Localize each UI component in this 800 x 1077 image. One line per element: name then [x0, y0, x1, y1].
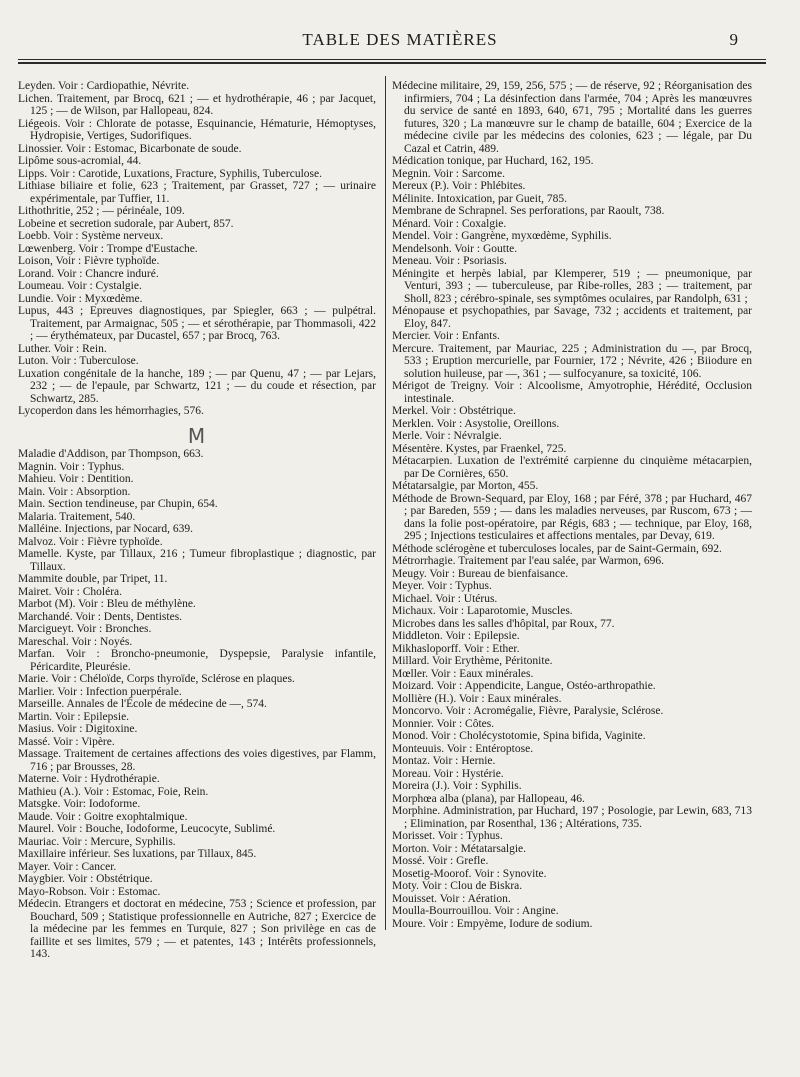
index-entry: Loison, Voir : Fièvre typhoïde. — [18, 255, 160, 267]
index-entry: Métrorrhagie. Traitement par l'eau salée, par Warmon, 696. — [392, 555, 665, 567]
index-entry: Maude. Voir : Goitre exophtalmique. — [18, 810, 188, 823]
index-entry: Malléine. Injections, par Nocard, 639. — [18, 523, 193, 535]
index-entry: Maygbier. Voir : Obstétrique. — [18, 873, 153, 885]
index-entry: Mareschal. Voir : Noyés. — [18, 635, 133, 648]
index-entry: Massé. Voir : Vipère. — [18, 735, 115, 748]
index-entry: Marlier. Voir : Infection puerpérale. — [18, 685, 182, 698]
index-entry: Morphœa alba (plana), par Hallopeau, 46. — [392, 792, 585, 805]
index-entry: Mathieu (A.). Voir : Estomac, Foie, Rein. — [18, 785, 209, 798]
index-entry: Mercier. Voir : Enfants. — [392, 330, 500, 342]
index-entry: Marbot (M). Voir : Bleu de méthylène. — [18, 598, 196, 610]
index-entry: Monnier. Voir : Côtes. — [392, 717, 495, 730]
index-entry: Main. Voir : Absorption. — [18, 485, 131, 498]
index-entry: Main. Section tendineuse, par Chupin, 654. — [18, 498, 218, 510]
index-entry: Moreau. Voir : Hystérie. — [392, 767, 504, 780]
index-entry: Mayo-Robson. Voir : Estomac. — [18, 885, 161, 898]
index-entry: Luxation congénitale de la hanche, 189 ; — par Quenu, 47 ; — par Lejars, 232 ; — de l'epaule, par Schwartz, 121 ; — du coude et résection, par Schwartz, 285. — [18, 367, 376, 405]
index-entry: Mésentère. Kystes, par Fraenkel, 725. — [392, 442, 567, 455]
index-entry: Lithothritie, 252 ; — périnéale, 109. — [18, 205, 185, 217]
index-entry: Médecine militaire, 29, 159, 256, 575 ; — de réserve, 92 ; Réorganisation des infirmiers, 704 ; La désinfection dans l'armée, 704 ; Après les manœuvres du service de santé en 1893, 640, 671, 795 ; Mortalité dans les guerres futures, 320 ; La manœuvre sur le champ de bataille, 604 ; Exercice de la médecine civile par les médecins des colonies, 623 ; — légale, par Du Cazal et Catrin, 489. — [392, 80, 752, 155]
index-entry: Materne. Voir : Hydrothérapie. — [18, 773, 160, 785]
header-rule-thick — [18, 62, 766, 64]
index-entry: Malvoz. Voir : Fièvre typhoïde. — [18, 535, 163, 548]
index-entry: Monod. Voir : Cholécystotomie, Spina bifida, Vaginite. — [392, 730, 646, 742]
index-entry: Maxillaire inférieur. Ses luxations, par Tillaux, 845. — [18, 848, 257, 860]
index-entry: Loebb. Voir : Système nerveux. — [18, 230, 164, 242]
page-header — [0, 30, 800, 52]
index-entry: Mamelle. Kyste, par Tillaux, 216 ; Tumeur fibroplastique ; diagnostic, par Tillaux. — [18, 548, 376, 573]
header-rule-thin — [18, 59, 766, 60]
index-entry: Marchandé. Voir : Dents, Dentistes. — [18, 610, 183, 623]
index-entry: Méningite et herpès labial, par Klemperer, 519 ; — pneumonique, par Venturi, 393 ; — tuberculeuse, par Ribe-rolles, 283 ; — traitement, par Sholl, 823 ; cérébro-spinale, ses symptômes oculaires, par Randolph, 631 ; — [392, 267, 752, 305]
index-entry: Mayer. Voir : Cancer. — [18, 860, 117, 873]
index-entry: Magnin. Voir : Typhus. — [18, 460, 125, 473]
index-entry: Mereux (P.). Voir : Phlébites. — [392, 180, 526, 192]
index-entry: Merle. Voir : Névralgie. — [392, 430, 502, 442]
index-entry: Mérigot de Treigny. Voir : Alcoolisme, Amyotrophie, Hérédité, Occlusion intestinale. — [392, 380, 752, 405]
index-entry: Monteuuis. Voir : Entéroptose. — [392, 742, 534, 755]
index-entry: Moizard. Voir : Appendicite, Langue, Ostéo-arthropathie. — [392, 680, 656, 692]
index-entry: Lycoperdon dans les hémorrhagies, 576. — [18, 405, 204, 417]
index-entry: Merklen. Voir : Asystolie, Oreillons. — [392, 417, 560, 430]
index-entry: Lorand. Voir : Chancre induré. — [18, 267, 159, 280]
index-entry: Microbes dans les salles d'hôpital, par Roux, 77. — [392, 617, 615, 630]
index-entry: Linossier. Voir : Estomac, Bicarbonate de soude. — [18, 142, 242, 155]
index-entry: Montaz. Voir : Hernie. — [392, 755, 496, 767]
index-entry: Marie. Voir : Chéloïde, Corps thyroïde, Sclérose en plaques. — [18, 673, 295, 685]
index-entry: Lipps. Voir : Carotide, Luxations, Fracture, Syphilis, Tuberculose. — [18, 167, 322, 180]
index-entry: Michael. Voir : Utérus. — [392, 592, 498, 605]
index-entry: Lichen. Traitement, par Brocq, 621 ; — et hydrothérapie, 46 ; par Jacquet, 125 ; — de Wilson, par Hallopeau, 824. — [18, 92, 376, 117]
index-entry: Ménopause et psychopathies, par Savage, 732 ; accidents et traitement, par Eloy, 847. — [392, 305, 752, 330]
right-column — [392, 80, 752, 930]
index-entry: Middleton. Voir : Epilepsie. — [392, 630, 520, 642]
index-entry: Mélinite. Intoxication, par Gueit, 785. — [392, 192, 568, 205]
index-entry: Mollière (H.). Voir : Eaux minérales. — [392, 692, 562, 705]
index-entry: Marfan. Voir : Broncho-pneumonie, Dyspepsie, Paralysie infantile, Péricardite, Pleurésie. — [18, 648, 376, 673]
index-entry: Moty. Voir : Clou de Biskra. — [392, 880, 523, 892]
index-entry: Marcigueyt. Voir : Bronches. — [18, 623, 152, 635]
index-entry: Lupus, 443 ; Epreuves diagnostiques, par Spiegler, 663 ; — pulpétral. Traitement, par Armaignac, 505 ; — et sérothérapie, par Thommasoli, 422 ; — érythémateux, par Ducastel, 657 ; par Brocq, 763. — [18, 305, 376, 342]
index-entry: Lipôme sous-acromial, 44. — [18, 155, 142, 167]
index-entry: Mammite double, par Tripet, 11. — [18, 573, 168, 585]
index-entry: Malaria. Traitement, 540. — [18, 510, 136, 523]
index-entry: Morisset. Voir : Typhus. — [392, 830, 503, 842]
index-entry: Luton. Voir : Tuberculose. — [18, 355, 139, 367]
index-entry: Métacarpien. Luxation de l'extrémité carpienne du cinquième métacarpien, par De Cornières, 650. — [392, 455, 752, 480]
index-entry: Membrane de Schrapnel. Ses perforations, par Raoult, 738. — [392, 205, 665, 217]
index-entry: Moreira (J.). Voir : Syphilis. — [392, 780, 522, 792]
index-entry: Morphine. Administration, par Huchard, 197 ; Posologie, par Lewin, 683, 713 ; Elimination, par Rosenthal, 136 ; Altérations, 735. — [392, 805, 752, 830]
index-entry: Mikhasloporff. Voir : Ether. — [392, 642, 520, 655]
index-entry: Leyden. Voir : Cardiopathie, Névrite. — [18, 80, 190, 92]
page-title: TABLE DES MATIÈRES — [302, 30, 498, 49]
index-entry: Meugy. Voir : Bureau de bienfaisance. — [392, 567, 569, 580]
index-entry: Lobeine et secretion sudorale, par Aubert, 857. — [18, 217, 234, 230]
index-entry: Marseille. Annales de l'École de médecine de —, 574. — [18, 698, 267, 710]
index-entry: Meneau. Voir : Psoriasis. — [392, 255, 507, 267]
section-letter: M — [187, 423, 207, 448]
left-column — [18, 80, 376, 961]
index-entry: Mercure. Traitement, par Mauriac, 225 ; Administration du —, par Brocq, 533 ; Eruption mercurielle, par Fournier, 172 ; Névrite, 426 ; Biiodure en solution huileuse, par —, 361 ; — sulfocyanure, sa toxicité, 106. — [392, 342, 752, 380]
index-entry: Mairet. Voir : Choléra. — [18, 585, 123, 598]
index-entry: Moncorvo. Voir : Acromégalie, Fièvre, Paralysie, Sclérose. — [392, 705, 664, 717]
index-entry: Mouisset. Voir : Aération. — [392, 892, 511, 905]
index-entry: Morton. Voir : Métatarsalgie. — [392, 842, 527, 855]
index-entry: Mahieu. Voir : Dentition. — [18, 473, 134, 485]
index-entry: Massage. Traitement de certaines affections des voies digestives, par Flamm, 716 ; par Brousses, 28. — [18, 748, 376, 773]
index-entry: Ménard. Voir : Coxalgie. — [392, 217, 507, 230]
index-entry: Lithiase biliaire et folie, 623 ; Traitement, par Grasset, 727 ; — urinaire expérimentale, par Tuffier, 11. — [18, 180, 376, 205]
index-entry: Lundie. Voir : Myxœdème. — [18, 292, 143, 305]
index-entry: Megnin. Voir : Sarcome. — [392, 167, 505, 180]
index-entry: Martin. Voir : Epilepsie. — [18, 710, 130, 723]
index-entry: Mœller. Voir : Eaux minérales. — [392, 667, 534, 680]
index-entry: Moulla-Bourrouillou. Voir : Angine. — [392, 905, 559, 917]
index-entry: Médecin. Etrangers et doctorat en médecine, 753 ; Science et profession, par Bouchard, 509 ; Statistique professionnelle en Autriche, 827 ; Exercice de la médecine par les femmes en Turquie, 827 ; Son privilège en cas de faillite et ses limites, 579 ; — et patentes, 143 ; Intérêts professionnels, 143. — [18, 898, 376, 960]
index-entry: Maladie d'Addison, par Thompson, 663. — [18, 448, 204, 460]
index-entry: Méthode de Brown-Sequard, par Eloy, 168 ; par Féré, 378 ; par Huchard, 467 ; par Bareden, 559 ; — dans les maladies nerveuses, par Ruscom, 673 ; — dans la folie post-opératoire, par Régis, 683 ; — technique, par Eloy, 168, 295 ; Injections testiculaires et affections mentales, par Devay, 619. — [392, 492, 752, 542]
page-number: 9 — [729, 30, 738, 49]
index-entry: Matsgke. Voir: Iodoforme. — [18, 798, 141, 810]
index-entry: Maurel. Voir : Bouche, Iodoforme, Leucocyte, Sublimé. — [18, 823, 276, 835]
index-entry: Métatarsalgie, par Morton, 455. — [392, 480, 539, 492]
index-entry: Luther. Voir : Rein. — [18, 342, 107, 355]
index-entry: Meyer. Voir : Typhus. — [392, 580, 492, 592]
index-entry: Liégeois. Voir : Chlorate de potasse, Esquinancie, Hématurie, Hémoptyses, Hydropisie, Vertiges, Sudorifiques. — [18, 117, 376, 142]
index-entry: Lœwenberg. Voir : Trompe d'Eustache. — [18, 242, 198, 255]
index-entry: Mauriac. Voir : Mercure, Syphilis. — [18, 835, 176, 848]
index-entry: Merkel. Voir : Obstétrique. — [392, 405, 516, 417]
index-entry: Masius. Voir : Digitoxine. — [18, 723, 138, 735]
index-entry: Michaux. Voir : Laparotomie, Muscles. — [392, 605, 573, 617]
index-entry: Mosetig-Moorof. Voir : Synovite. — [392, 867, 547, 880]
index-entry: Millard. Voir Erythème, Péritonite. — [392, 655, 553, 667]
column-divider — [385, 76, 386, 930]
index-entry: Médication tonique, par Huchard, 162, 195. — [392, 155, 594, 167]
index-entry: Moure. Voir : Empyème, Iodure de sodium. — [392, 917, 593, 930]
index-entry: Mendelsonh. Voir : Goutte. — [392, 242, 518, 255]
index-entry: Méthode sclérogène et tuberculoses locales, par de Saint-Germain, 692. — [392, 542, 722, 555]
index-entry: Mendel. Voir : Gangrène, myxœdème, Syphilis. — [392, 230, 612, 242]
index-entry: Loumeau. Voir : Cystalgie. — [18, 280, 142, 292]
index-entry: Mossé. Voir : Grefle. — [392, 855, 489, 867]
